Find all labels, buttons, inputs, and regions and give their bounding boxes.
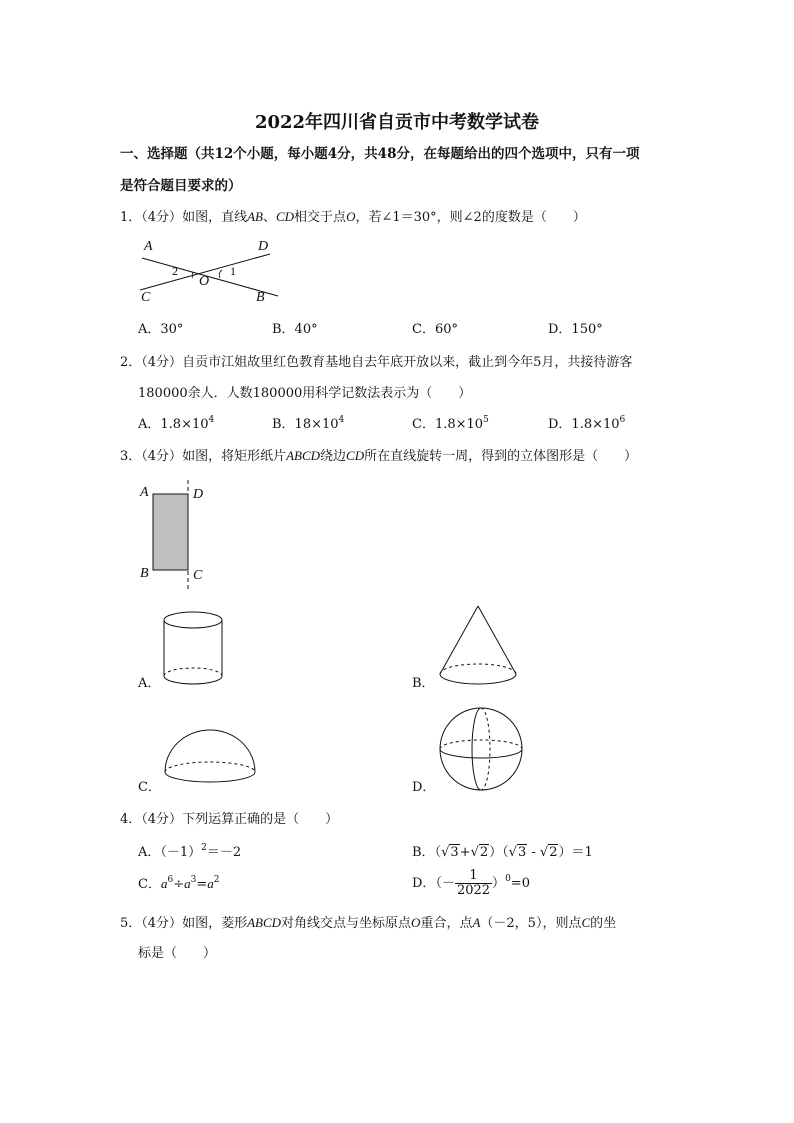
question-5-line2: 标是（ ） xyxy=(138,946,217,961)
math-var: a xyxy=(184,876,191,891)
exponent: 2 xyxy=(201,843,207,853)
question-text: 所在直线旋转一周，得到的立体图形是（ ） xyxy=(364,449,638,464)
exponent: 6 xyxy=(619,415,626,425)
math-expr: - xyxy=(527,845,540,860)
math-var: O xyxy=(346,209,356,224)
denominator: 2022 xyxy=(456,883,491,898)
question-4-stem xyxy=(120,812,338,828)
question-score: （4分） xyxy=(141,449,183,464)
radicand: 3 xyxy=(517,845,527,860)
figure-label-a: A xyxy=(140,485,149,500)
math-expr: ）＝1 xyxy=(558,845,593,860)
question-text: 、 xyxy=(262,210,276,225)
question-5-line1 xyxy=(120,915,616,932)
question-2-line2: 180000余人．人数180000用科学记数法表示为（ ） xyxy=(138,386,472,401)
figure-label-c: C xyxy=(193,568,203,583)
figure-label-o: O xyxy=(199,274,210,289)
angle-1-label: 1 xyxy=(230,264,236,278)
sqrt-sign: √ xyxy=(441,845,450,860)
figure-label-a: A xyxy=(144,239,153,254)
q2-option-d[interactable] xyxy=(548,417,625,433)
option-label: A． xyxy=(138,845,161,860)
q1-option-c[interactable]: C．60° xyxy=(412,322,458,337)
q3-option-c[interactable]: C． xyxy=(138,780,161,795)
q3-rectangle-figure xyxy=(150,480,194,594)
question-1-stem xyxy=(120,209,586,226)
exponent: 4 xyxy=(338,415,345,425)
question-number: 5． xyxy=(120,916,142,931)
question-text: ，若∠1＝30°，则∠2的度数是（ ） xyxy=(355,210,586,225)
math-var: ABCD xyxy=(286,448,321,463)
exponent: 4 xyxy=(208,415,215,425)
math-expr: ）（ xyxy=(489,845,509,860)
q1-option-a[interactable]: A．30° xyxy=(138,322,184,337)
option-label: C． xyxy=(138,877,161,892)
math-expr: （－1） xyxy=(160,845,202,860)
numerator: 1 xyxy=(455,869,492,884)
option-label: B． xyxy=(412,845,435,860)
option-label: D． xyxy=(412,876,436,891)
question-text: 如图，直线 xyxy=(182,210,248,225)
sphere-icon xyxy=(438,706,524,792)
math-expr: = xyxy=(196,877,208,892)
figure-label-b: B xyxy=(256,290,265,305)
math-expr: ） xyxy=(492,876,506,891)
q2-option-a[interactable] xyxy=(138,417,214,433)
math-expr: （ xyxy=(434,845,442,860)
math-var: ABCD xyxy=(247,915,282,930)
option-text: A．1.8×10 xyxy=(138,417,209,432)
exponent: 2 xyxy=(213,875,220,885)
question-2-line1 xyxy=(120,355,632,371)
sqrt-sign: √ xyxy=(470,845,479,860)
q4-option-c[interactable] xyxy=(138,876,219,893)
math-expr: ＝－2 xyxy=(206,845,242,860)
page-title: 2022年四川省自贡市中考数学试卷 xyxy=(254,112,540,133)
question-text: 如图，菱形 xyxy=(182,916,248,931)
math-var: a xyxy=(160,876,168,891)
question-3-stem xyxy=(120,448,637,465)
exponent: 6 xyxy=(167,875,174,885)
q4-option-d[interactable] xyxy=(412,868,530,900)
question-number: 3． xyxy=(120,449,142,464)
section-heading-line1: 一、选择题（共12个小题，每小题4分，共48分，在每题给出的四个选项中，只有一项 xyxy=(120,146,640,162)
q3-option-a[interactable]: A． xyxy=(138,676,161,691)
question-text: （－2，5），则点 xyxy=(480,916,582,931)
math-var: A xyxy=(472,915,481,930)
exponent: 5 xyxy=(483,415,489,425)
question-number: 4． xyxy=(120,812,142,827)
radicand: 2 xyxy=(549,845,558,860)
math-var: a xyxy=(207,876,214,891)
sqrt-sign: √ xyxy=(539,845,549,860)
question-text: 下列运算正确的是（ ） xyxy=(182,812,339,827)
radicand: 2 xyxy=(479,845,489,860)
question-text: 绕边 xyxy=(320,449,347,464)
math-var: C xyxy=(581,915,591,930)
figure-label-b: B xyxy=(140,566,149,581)
hemisphere-icon xyxy=(162,728,258,792)
question-score: （4分） xyxy=(141,812,183,827)
figure-label-c: C xyxy=(141,290,151,305)
option-text: B．18×10 xyxy=(272,417,339,432)
question-text: 自贡市江姐故里红色教育基地自去年底开放以来，截止到今年5月，共接待游客 xyxy=(182,355,633,370)
fraction xyxy=(455,869,492,898)
cone-icon xyxy=(438,604,518,688)
q2-option-b[interactable] xyxy=(272,417,344,433)
figure-label-d: D xyxy=(258,239,269,254)
exponent: 3 xyxy=(190,875,197,885)
question-text: 重合，点 xyxy=(420,916,473,931)
sqrt-sign: √ xyxy=(508,845,517,860)
q2-option-c[interactable] xyxy=(412,417,489,433)
math-expr: ÷ xyxy=(173,877,185,892)
question-text: 相交于点 xyxy=(294,210,347,225)
question-text: 的坐 xyxy=(590,916,617,931)
q4-option-a[interactable] xyxy=(138,845,241,861)
question-score: （4分） xyxy=(141,916,183,931)
question-number: 1． xyxy=(120,210,142,225)
section-heading-line2: 是符合题目要求的） xyxy=(120,178,242,194)
question-score: （4分） xyxy=(141,355,183,370)
math-var: O xyxy=(411,915,421,930)
option-text: D．1.8×10 xyxy=(548,417,620,432)
question-score: （4分） xyxy=(141,210,183,225)
math-var: AB xyxy=(247,209,263,224)
math-expr: =0 xyxy=(510,876,530,891)
q3-option-d[interactable]: D． xyxy=(412,780,436,795)
question-text: 对角线交点与坐标原点 xyxy=(281,916,412,931)
cylinder-icon xyxy=(162,610,224,688)
q1-option-d[interactable]: D．150° xyxy=(548,322,603,337)
math-expr: + xyxy=(459,845,471,860)
radicand: 3 xyxy=(450,845,459,860)
question-number: 2． xyxy=(120,355,142,370)
math-expr: （－ xyxy=(435,876,455,891)
figure-label-d: D xyxy=(193,487,204,502)
math-var: CD xyxy=(346,448,365,463)
option-text: C．1.8×10 xyxy=(412,417,484,432)
angle-2-label: 2 xyxy=(172,264,178,278)
q1-option-b[interactable]: B．40° xyxy=(272,322,318,337)
q3-option-b[interactable]: B． xyxy=(412,676,435,691)
q4-option-b[interactable] xyxy=(412,845,593,861)
math-var: CD xyxy=(275,209,295,224)
exponent: 0 xyxy=(505,874,511,884)
question-text: 如图，将矩形纸片 xyxy=(182,449,287,464)
